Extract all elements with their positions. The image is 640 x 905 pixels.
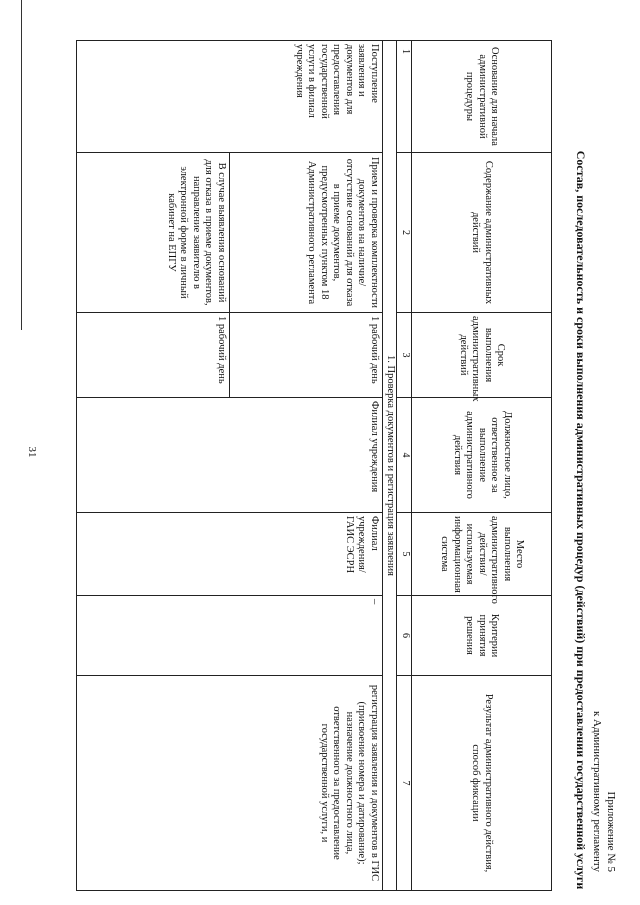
header-row: [412, 41, 552, 891]
col-header-official: Должностное лицо, ответственное за выполнение административного действия: [412, 398, 552, 513]
official-cell: Филиал учреждения: [77, 398, 383, 513]
col-number: 5: [397, 513, 412, 596]
scan-edge-line: [21, 0, 22, 330]
term-cell: 1 рабочий день: [77, 313, 230, 398]
col-header-basis: Основание для начала административной процедуры: [412, 41, 552, 153]
table-title: Состав, последовательность и сроки выполнения административных процедур (действий) при предоставлении государственной услуги: [574, 150, 588, 890]
basis-cell: Поступление заявления и документов для предоставления государственной услуги в филиал учреждения: [77, 41, 383, 153]
table-row: [230, 41, 383, 891]
content-cell: В случае выявления оснований для отказа в приеме документов, направление заявителю в электронной форме в личный кабинет на ЕПГУ: [77, 153, 230, 313]
col-number: 7: [397, 676, 412, 891]
appendix-label: Приложение № 5: [605, 791, 617, 872]
criteria-cell: –: [77, 596, 383, 676]
procedures-table: [76, 40, 552, 891]
col-header-place: Место выполнения административного действия/ используемая информационная система: [412, 513, 552, 596]
col-number: 4: [397, 398, 412, 513]
col-number: 6: [397, 596, 412, 676]
column-numbers-row: [397, 41, 412, 891]
section-title: 1. Проверка документов и регистрация заявления: [383, 41, 397, 891]
section-row: [383, 41, 397, 891]
col-header-content: Содержание административных действий: [412, 153, 552, 313]
content-cell: Прием и проверка комплектности документов на наличие/отсутствие оснований для отказа в приеме документов, предусмотренных пунктом 18 Административного регламента: [230, 153, 383, 313]
col-number: 3: [397, 313, 412, 398]
col-header-term: Срок выполнения административных действий: [412, 313, 552, 398]
page-number: 31: [26, 446, 38, 458]
place-cell: Филиал учреждения/ГАИС ЭСРН: [77, 513, 383, 596]
col-number: 2: [397, 153, 412, 313]
term-cell: 1 рабочий день: [230, 313, 383, 398]
col-header-criteria: Критерии принятия решения: [412, 596, 552, 676]
col-header-result: Результат административного действия, способ фиксации: [412, 676, 552, 891]
result-cell: регистрация заявления и документов в ГИС (присвоение номера и датирование); назначение должностного лица, ответственного за предоставление государственной услуги, и: [77, 676, 383, 891]
regulation-label: к Административному регламенту: [591, 710, 603, 872]
col-number: 1: [397, 41, 412, 153]
